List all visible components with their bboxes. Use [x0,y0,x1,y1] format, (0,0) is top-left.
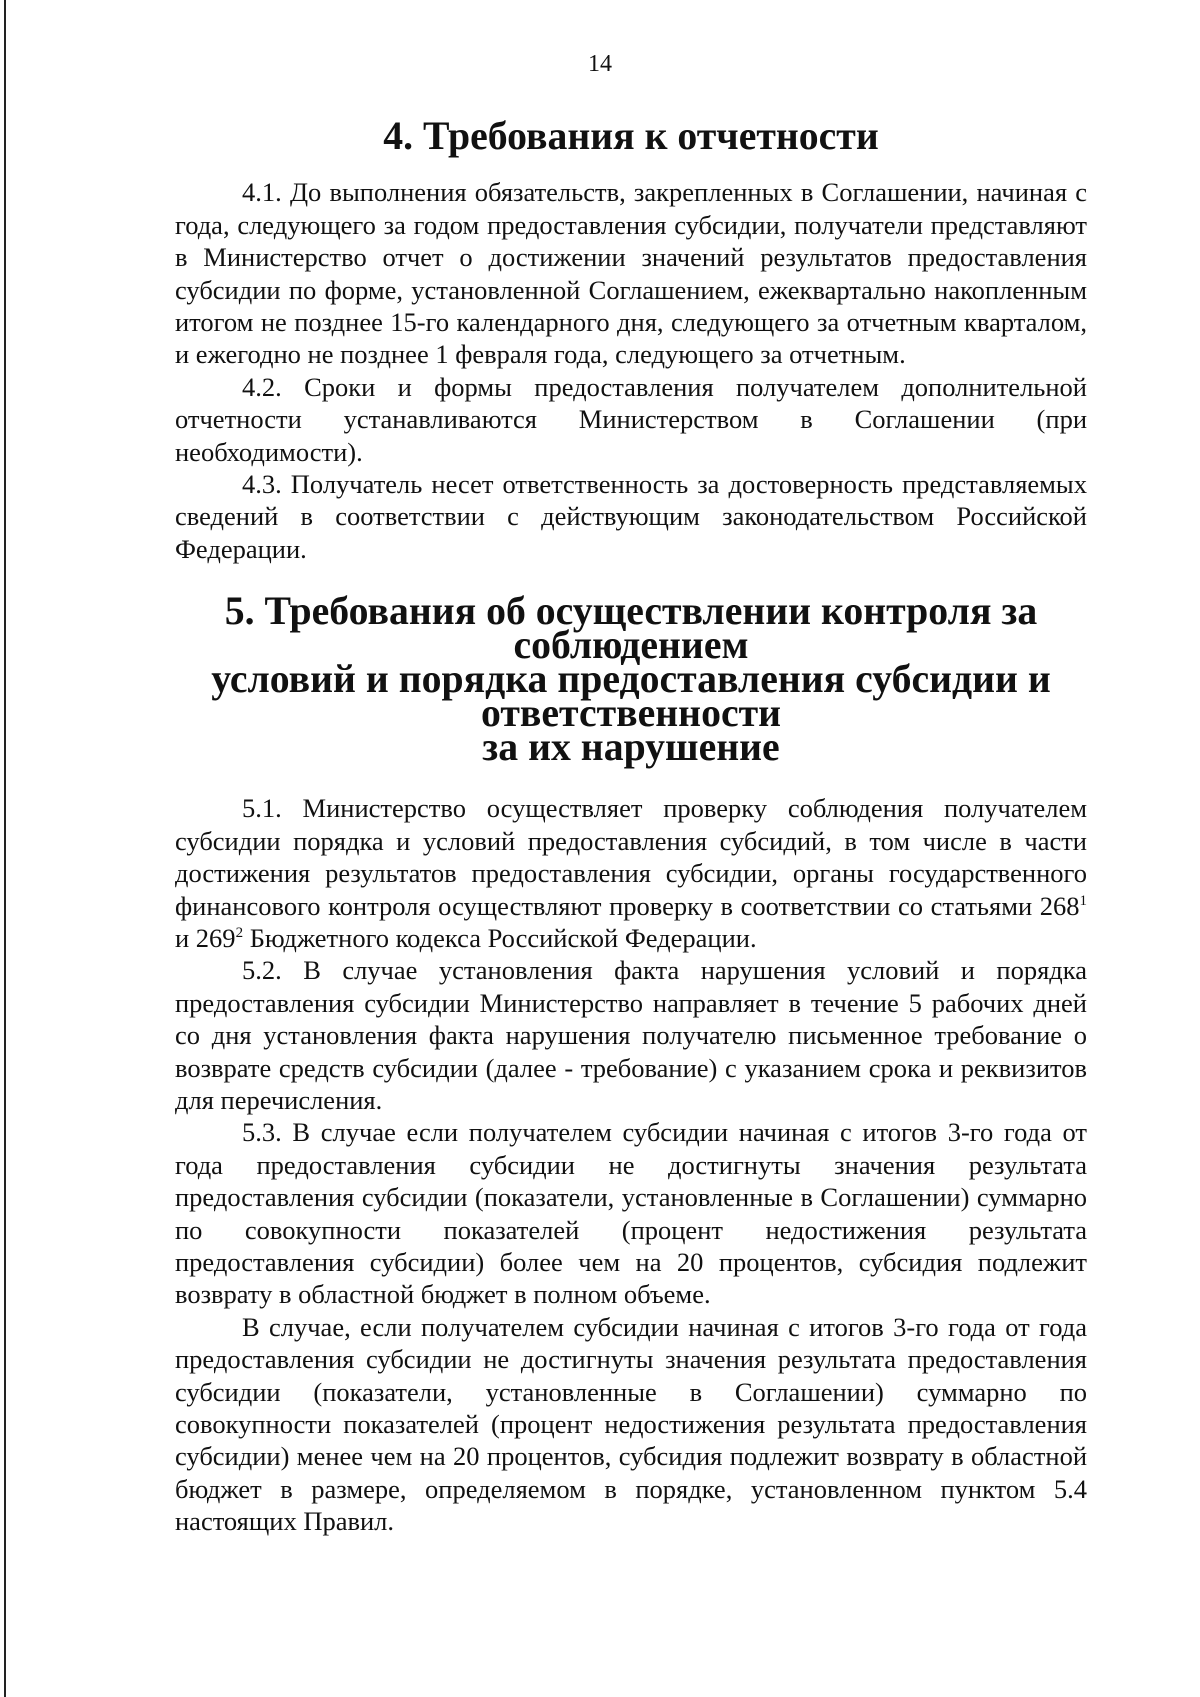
section-5-heading-line-1: 5. Требования об осуществлении контроля за соблюдением [224,589,1038,668]
section-5-heading [175,589,1087,770]
paragraph-5-2: 5.2. В случае установления факта нарушения условий и порядка предоставления субсидии Министерство направляет в течение 5 рабочих дней со дня установления факта нарушения получателю письменное требование о возврате средств субсидии (далее - требование) с указанием срока и реквизитов для перечисления. [175,955,1087,1115]
page-number: 14 [588,51,612,77]
paragraph-5-1 [175,792,1087,954]
paragraph-5-1-text-middle: и 269 [175,922,236,953]
section-5-heading-line-2: условий и порядка предоставления субсидии и ответственности [211,657,1051,736]
paragraph-4-3: 4.3. Получатель несет ответственность за достоверность представляемых сведений в соответствии с действующим законодательством Российской Федерации. [175,469,1087,564]
article-269-superscript: 2 [235,925,244,942]
document-body [175,114,1087,1538]
section-4-heading: 4. Требования к отчетности [383,114,879,158]
paragraph-5-1-text-end: Бюджетного кодекса Российской Федерации. [243,922,757,953]
section-5-heading-line-3: за их нарушение [482,725,780,770]
paragraph-5-3-continuation: В случае, если получателем субсидии начиная с итогов 3-го года от года предоставления субсидии не достигнуты значения результата предоставления субсидии (показатели, установленные в Соглашении) суммарно по совокупности показателей (процент недостижения результата предоставления субсидии) менее чем на 20 процентов, субсидия подлежит возврату в областной бюджет в размере, определяемом в порядке, установленном пунктом 5.4 настоящих Правил. [175,1311,1087,1537]
scan-edge-line [4,0,6,1697]
paragraph-5-3: 5.3. В случае если получателем субсидии начиная с итогов 3-го года от года предоставления субсидии не достигнуты значения результата предоставления субсидии (показатели, установленные в Соглашении) суммарно по совокупности показателей (процент недостижения результата предоставления субсидии) более чем на 20 процентов, субсидия подлежит возврату в областной бюджет в полном объеме. [175,1117,1087,1310]
paragraph-4-1: 4.1. До выполнения обязательств, закрепленных в Соглашении, начиная с года, следующего за годом предоставления субсидии, получатели представляют в Министерство отчет о достижении значений результатов предоставления субсидии по форме, установленной Соглашением, ежеквартально накопленным итогом не позднее 15-го календарного дня, следующего за отчетным кварталом, и ежегодно не позднее 1 февраля года, следующего за отчетным. [175,177,1087,370]
paragraph-5-1-text-start: 5.1. Министерство осуществляет проверку соблюдения получателем субсидии порядка и условий предоставления субсидий, в том числе в части достижения результатов предоставления субсидии, органы государственного финансового контроля осуществляют проверку в соответствии со статьями 268 [175,793,1087,921]
paragraph-4-2: 4.2. Сроки и формы предоставления получателем дополнительной отчетности устанавливаются Министерством в Соглашении (при необходимости). [175,371,1087,467]
article-268-superscript: 1 [1079,892,1087,909]
